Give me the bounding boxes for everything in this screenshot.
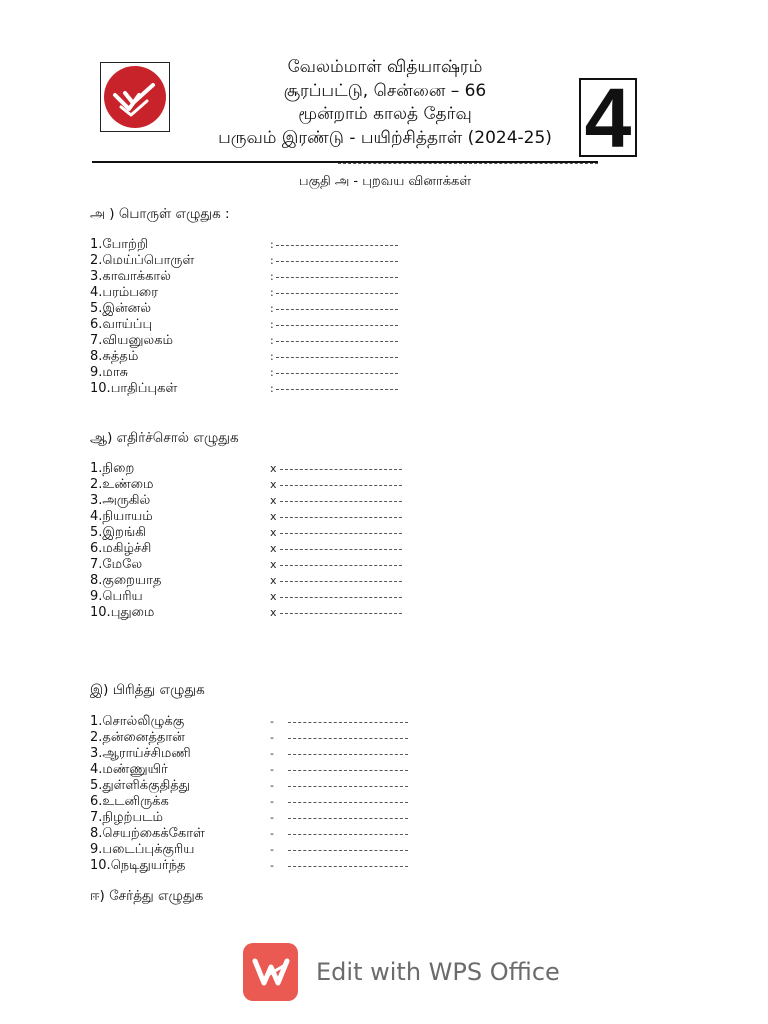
section-b-title: ஆ) எதிர்ச்சொல் எழுதுக (90, 430, 239, 446)
question-item (90, 509, 277, 525)
question-word: உடனிருக்க (102, 794, 169, 809)
answer-blank[interactable] (288, 866, 408, 867)
question-number: 10. (90, 605, 111, 620)
question-word: நிழற்படம் (102, 810, 163, 825)
grade-number: 4 (579, 78, 637, 157)
question-word: வியனுலகம் (102, 333, 173, 348)
answer-separator: - (270, 795, 274, 808)
question-item (90, 333, 274, 349)
section-a-list (90, 237, 274, 397)
question-number: 3. (90, 269, 103, 284)
question-number: 2. (90, 730, 103, 745)
question-word: உண்மை (102, 477, 154, 492)
question-word: இன்னல் (102, 301, 152, 316)
question-word: சொல்லிழுக்கு (102, 714, 185, 729)
question-word: பாதிப்புகள் (110, 381, 178, 396)
question-item (90, 762, 274, 778)
question-item (90, 746, 274, 762)
answer-separator: x (270, 510, 277, 523)
wps-logo-icon (243, 943, 298, 1001)
answer-separator: : (270, 254, 274, 267)
answer-separator: : (270, 270, 274, 283)
answer-blank[interactable] (280, 533, 402, 534)
question-item (90, 778, 274, 794)
question-word: அருகில் (102, 493, 151, 508)
question-number: 9. (90, 365, 103, 380)
question-number: 2. (90, 477, 103, 492)
answer-separator: x (270, 606, 277, 619)
answer-separator: x (270, 526, 277, 539)
answer-blank[interactable] (276, 373, 398, 374)
question-word: குறையாத (102, 573, 162, 588)
question-number: 10. (90, 858, 111, 873)
question-word: போற்றி (102, 237, 149, 252)
answer-separator: x (270, 590, 277, 603)
question-number: 8. (90, 573, 103, 588)
answer-blank[interactable] (280, 581, 402, 582)
answer-separator: : (270, 318, 274, 331)
answer-blank[interactable] (288, 722, 408, 723)
answer-separator: : (270, 238, 274, 251)
question-item (90, 477, 277, 493)
answer-separator: : (270, 382, 274, 395)
question-word: காவாக்கால் (102, 269, 171, 284)
question-number: 5. (90, 301, 103, 316)
answer-blank[interactable] (280, 549, 402, 550)
question-number: 10. (90, 381, 111, 396)
question-word: ஆராய்ச்சிமணி (102, 746, 191, 761)
question-word: நியாயம் (102, 509, 153, 524)
question-item (90, 349, 274, 365)
question-number: 8. (90, 349, 103, 364)
section-d-title: ஈ) சேர்த்து எழுதுக (90, 888, 204, 904)
question-item (90, 285, 274, 301)
answer-blank[interactable] (288, 754, 408, 755)
question-word: புதுமை (110, 605, 155, 620)
answer-separator: - (270, 779, 274, 792)
section-b-list (90, 461, 277, 621)
question-item (90, 826, 274, 842)
question-item (90, 842, 274, 858)
question-number: 6. (90, 317, 103, 332)
school-emblem-icon (103, 65, 167, 129)
answer-separator: - (270, 763, 274, 776)
answer-blank[interactable] (276, 277, 398, 278)
term-line: பருவம் இரண்டு - பயிற்சித்தாள் (2024-25) (218, 127, 552, 148)
answer-blank[interactable] (280, 613, 402, 614)
answer-blank[interactable] (288, 850, 408, 851)
question-number: 2. (90, 253, 103, 268)
answer-blank[interactable] (276, 261, 398, 262)
answer-separator: : (270, 350, 274, 363)
question-item (90, 810, 274, 826)
question-item (90, 605, 277, 621)
question-word: தன்னைத்தான் (102, 730, 185, 745)
question-item (90, 253, 274, 269)
question-word: மண்ணுயிர் (102, 762, 168, 777)
question-word: மகிழ்ச்சி (102, 541, 152, 556)
school-logo (100, 62, 170, 132)
answer-separator: : (270, 286, 274, 299)
answer-separator: x (270, 494, 277, 507)
question-word: படைப்புக்குரிய (102, 842, 195, 857)
question-number: 3. (90, 493, 103, 508)
question-number: 1. (90, 237, 103, 252)
question-word: பரம்பரை (102, 285, 158, 300)
answer-separator: x (270, 478, 277, 491)
exam-name: மூன்றாம் காலத் தேர்வு (298, 104, 472, 124)
part-title: பகுதி அ - புறவய வினாக்கள் (298, 174, 472, 189)
question-word: செயற்கைக்கோள் (102, 826, 205, 841)
question-number: 7. (90, 333, 103, 348)
question-word: சுத்தம் (102, 349, 139, 364)
answer-blank[interactable] (280, 597, 402, 598)
question-number: 7. (90, 557, 103, 572)
question-item (90, 365, 274, 381)
section-c-list (90, 714, 274, 874)
wps-edit-banner[interactable] (243, 941, 563, 1003)
answer-blank[interactable] (276, 389, 398, 390)
answer-separator: - (270, 843, 274, 856)
question-item (90, 573, 277, 589)
question-number: 9. (90, 842, 103, 857)
question-item (90, 301, 274, 317)
question-number: 4. (90, 762, 103, 777)
question-number: 3. (90, 746, 103, 761)
answer-separator: - (270, 747, 274, 760)
answer-blank[interactable] (280, 501, 402, 502)
question-word: துள்ளிக்குதித்து (102, 778, 190, 793)
question-item (90, 317, 274, 333)
question-number: 9. (90, 589, 103, 604)
answer-blank[interactable] (288, 786, 408, 787)
answer-blank[interactable] (276, 293, 398, 294)
answer-separator: x (270, 542, 277, 555)
answer-separator: x (270, 462, 277, 475)
question-number: 8. (90, 826, 103, 841)
question-number: 1. (90, 461, 103, 476)
answer-blank[interactable] (280, 565, 402, 566)
section-c-title: இ) பிரித்து எழுதுக (90, 682, 205, 698)
question-number: 6. (90, 794, 103, 809)
answer-blank[interactable] (288, 802, 408, 803)
question-number: 7. (90, 810, 103, 825)
school-header (180, 56, 590, 150)
question-number: 5. (90, 525, 103, 540)
question-item (90, 714, 274, 730)
answer-blank[interactable] (276, 309, 398, 310)
answer-blank[interactable] (276, 325, 398, 326)
question-item (90, 461, 277, 477)
answer-separator: - (270, 811, 274, 824)
school-name: வேலம்மாள் வித்யாஷ்ரம் (287, 57, 483, 77)
question-item (90, 381, 274, 397)
answer-separator: x (270, 574, 277, 587)
question-number: 4. (90, 285, 103, 300)
answer-separator: - (270, 827, 274, 840)
answer-blank[interactable] (276, 341, 398, 342)
school-location: சூரப்பட்டு, சென்னை – 66 (283, 80, 487, 101)
answer-blank[interactable] (280, 517, 402, 518)
answer-separator: - (270, 731, 274, 744)
question-word: மெய்ப்பொருள் (102, 253, 195, 268)
question-word: மாசு (102, 365, 129, 380)
question-item (90, 541, 277, 557)
question-item (90, 525, 277, 541)
question-item (90, 794, 274, 810)
answer-separator: - (270, 715, 274, 728)
answer-blank[interactable] (288, 738, 408, 739)
answer-separator: - (270, 859, 274, 872)
wps-edit-label[interactable]: Edit with WPS Office (316, 958, 560, 986)
answer-separator: : (270, 334, 274, 347)
question-number: 6. (90, 541, 103, 556)
question-item (90, 730, 274, 746)
answer-blank[interactable] (280, 469, 402, 470)
question-item (90, 557, 277, 573)
question-item (90, 269, 274, 285)
question-word: நெடிதுயர்ந்த (110, 858, 186, 873)
answer-blank[interactable] (276, 357, 398, 358)
question-word: பெரிய (102, 589, 143, 604)
answer-blank[interactable] (288, 834, 408, 835)
question-word: மேலே (102, 557, 143, 572)
answer-separator: x (270, 558, 277, 571)
answer-separator: : (270, 302, 274, 315)
answer-blank[interactable] (288, 770, 408, 771)
question-item (90, 493, 277, 509)
question-item (90, 858, 274, 874)
question-word: நிறை (102, 461, 135, 476)
answer-blank[interactable] (276, 245, 398, 246)
question-number: 5. (90, 778, 103, 793)
section-a-title: அ ) பொருள் எழுதுக : (90, 206, 230, 222)
header-divider-dots (338, 163, 598, 164)
answer-separator: : (270, 366, 274, 379)
answer-blank[interactable] (288, 818, 408, 819)
answer-blank[interactable] (280, 485, 402, 486)
question-word: வாய்ப்பு (102, 317, 153, 332)
question-number: 1. (90, 714, 103, 729)
question-item (90, 589, 277, 605)
question-number: 4. (90, 509, 103, 524)
question-item (90, 237, 274, 253)
question-word: இறங்கி (102, 525, 146, 540)
